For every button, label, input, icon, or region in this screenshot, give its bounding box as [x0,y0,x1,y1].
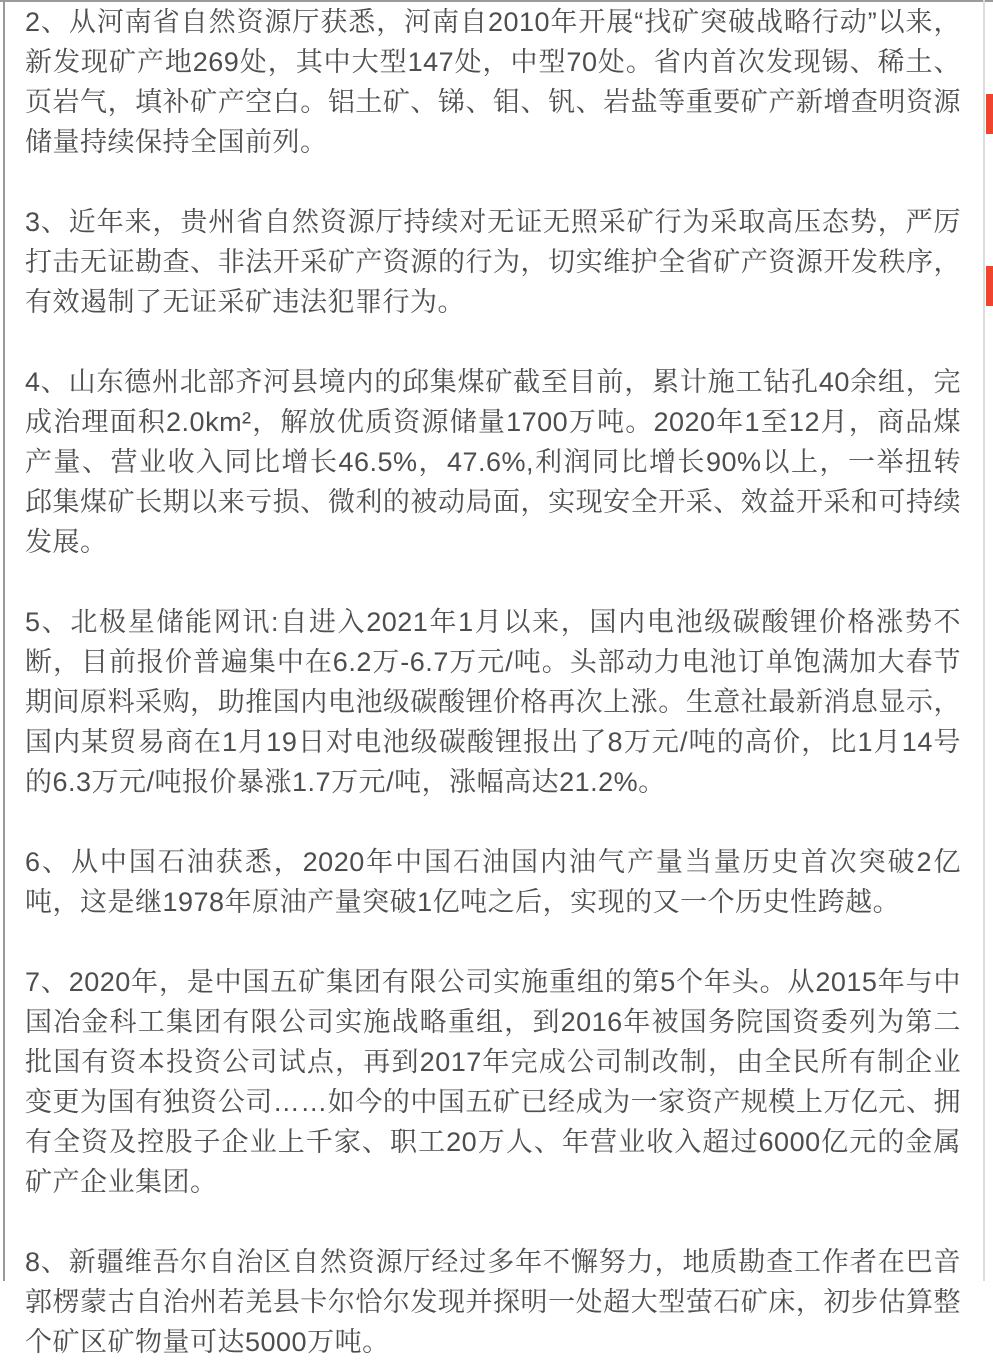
news-paragraph-5: 5、北极星储能网讯:自进入2021年1月以来，国内电池级碳酸锂价格涨势不断，目前报价普遍集中在6.2万-6.7万元/吨。头部动力电池订单饱满加大春节期间原料采购，助推国内电池级碳酸锂价格再次上涨。生意社最新消息显示，国内某贸易商在1月19日对电池级碳酸锂报出了8万元/吨的高价，比1月14号的6.3万元/吨报价暴涨1.7万元/吨，涨幅高达21.2%。 [25,607,961,797]
news-paragraph-6: 6、从中国石油获悉，2020年中国石油国内油气产量当量历史首次突破2亿吨，这是继1978年原油产量突破1亿吨之后，实现的又一个历史性跨越。 [25,847,961,917]
news-paragraph-3: 3、近年来，贵州省自然资源厅持续对无证无照采矿行为采取高压态势，严厉打击无证勘查、非法开采矿产资源的行为，切实维护全省矿产资源开发秩序，有效遏制了无证采矿违法犯罪行为。 [25,207,961,317]
scrollbar-match-marker [986,266,993,306]
article-body [25,2,961,1362]
news-paragraph-4: 4、山东德州北部齐河县境内的邱集煤矿截至目前，累计施工钻孔40余组，完成治理面积2.0km²，解放优质资源储量1700万吨。2020年1至12月，商品煤产量、营业收入同比增长46.5%，47.6%,利润同比增长90%以上，一举扭转邱集煤矿长期以来亏损、微利的被动局面，实现安全开采、效益开采和可持续发展。 [25,367,961,557]
news-paragraph-2: 2、从河南省自然资源厅获悉，河南自2010年开展“找矿突破战略行动”以来，新发现矿产地269处，其中大型147处，中型70处。省内首次发现锡、稀土、页岩气，填补矿产空白。铝土矿、锑、钼、钒、岩盐等重要矿产新增查明资源储量持续保持全国前列。 [25,7,961,157]
scrollbar-match-marker [986,94,993,134]
news-paragraph-8: 8、新疆维吾尔自治区自然资源厅经过多年不懈努力，地质勘查工作者在巴音郭楞蒙古自治州若羌县卡尔恰尔发现并探明一处超大型萤石矿床，初步估算整个矿区矿物量可达5000万吨。 [25,1247,961,1357]
page-right-border [983,0,985,1281]
news-paragraph-7: 7、2020年，是中国五矿集团有限公司实施重组的第5个年头。从2015年与中国冶金科工集团有限公司实施战略重组，到2016年被国务院国资委列为第二批国有资本投资公司试点，再到2017年完成公司制改制，由全民所有制企业变更为国有独资公司……如今的中国五矿已经成为一家资产规模上万亿元、拥有全资及控股子企业上千家、职工20万人、年营业收入超过6000亿元的金属矿产企业集团。 [25,967,961,1197]
page-left-border [3,0,5,1281]
